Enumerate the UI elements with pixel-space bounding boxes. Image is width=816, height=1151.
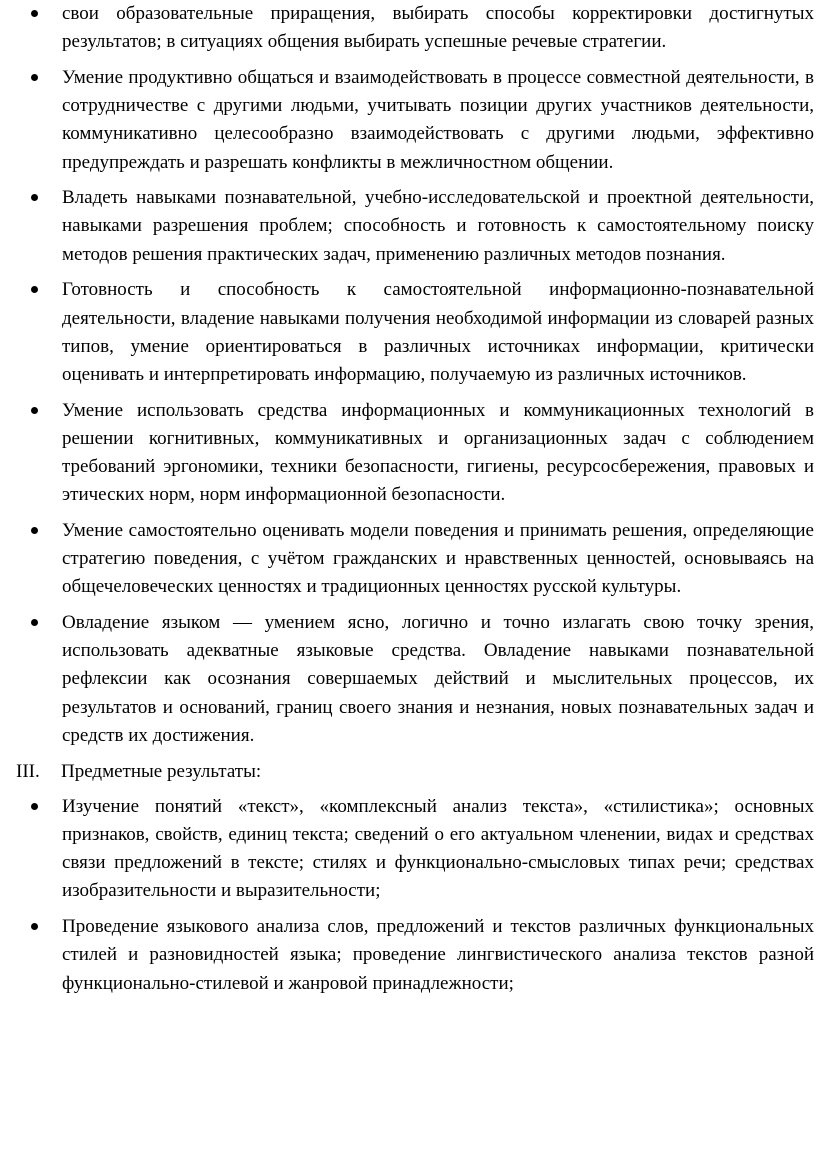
bullet-icon — [31, 286, 38, 293]
bullet-icon — [31, 527, 38, 534]
list-item — [0, 184, 816, 269]
list-item — [0, 913, 816, 998]
bullet-list-subject — [0, 793, 816, 998]
list-item-text: Умение продуктивно общаться и взаимодействовать в процессе совместной деятельности, в сотрудничестве с другими людьми, учитывать позиции других участников деятельности, коммуникативно целесообразно взаимодействовать с другими людьми, эффективно предупреждать и разрешать конфликты в межличностном общении. — [62, 66, 814, 173]
list-item — [0, 793, 816, 906]
list-item-text: Изучение понятий «текст», «комплексный анализ текста», «стилистика»; основных признаков, свойств, единиц текста; сведений о его актуальном членении, видах и средствах связи предложений в тексте; стилях и функционально-смысловых типах речи; средствах изобразительности и выразительности; — [62, 795, 814, 902]
bullet-icon — [31, 10, 38, 17]
bullet-icon — [31, 619, 38, 626]
list-item — [0, 609, 816, 750]
bullet-icon — [31, 407, 38, 414]
list-item-text: Умение самостоятельно оценивать модели поведения и принимать решения, определяющие стратегию поведения, с учётом гражданских и нравственных ценностей, основываясь на общечеловеческих ценностях и традиционных ценностях русской культуры. — [62, 519, 814, 598]
section-title: Предметные результаты: — [61, 760, 262, 782]
section-number: III. — [16, 760, 40, 782]
bullet-icon — [31, 194, 38, 201]
list-item-text: Умение использовать средства информационных и коммуникационных технологий в решении когнитивных, коммуникативных и организационных задач с соблюдением требований эргономики, техники безопасности, гигиены, ресурсосбережения, правовых и этических норм, норм информационной безопасности. — [62, 399, 814, 506]
bullet-icon — [31, 74, 38, 81]
list-item-text: свои образовательные приращения, выбирать способы корректировки достигнутых результатов; в ситуациях общения выбирать успешные речевые стратегии. — [62, 3, 814, 53]
section-heading — [0, 758, 816, 786]
list-item-text: Готовность и способность к самостоятельной информационно-познавательной деятельности, владение навыками получения необходимой информации из словарей разных типов, умение ориентироваться в различных источниках информации, критически оценивать и интерпретировать информацию, получаемую из различных источников. — [62, 279, 814, 385]
list-item-text: Проведение языкового анализа слов, предложений и текстов различных функциональных стилей и разновидностей языка; проведение лингвистического анализа текстов разной функционально-стилевой и жанровой принадлежности; — [62, 916, 814, 994]
list-item — [0, 64, 816, 177]
bullet-icon — [31, 803, 38, 810]
list-item-text: Владеть навыками познавательной, учебно-исследовательской и проектной деятельности, навыками разрешения проблем; способность и готовность к самостоятельному поиску методов решения практических задач, применению различных методов познания. — [62, 187, 814, 265]
list-item — [0, 397, 816, 510]
list-item — [0, 517, 816, 602]
list-item — [0, 276, 816, 389]
list-item — [0, 0, 816, 56]
list-item-text: Овладение языком — умением ясно, логично и точно излагать свою точку зрения, использовать адекватные языковые средства. Овладение навыками познавательной рефлексии как осознания совершаемых действий и мыслительных процессов, их результатов и оснований, границ своего знания и незнания, новых познавательных задач и средств их достижения. — [62, 612, 814, 746]
bullet-icon — [31, 923, 38, 930]
